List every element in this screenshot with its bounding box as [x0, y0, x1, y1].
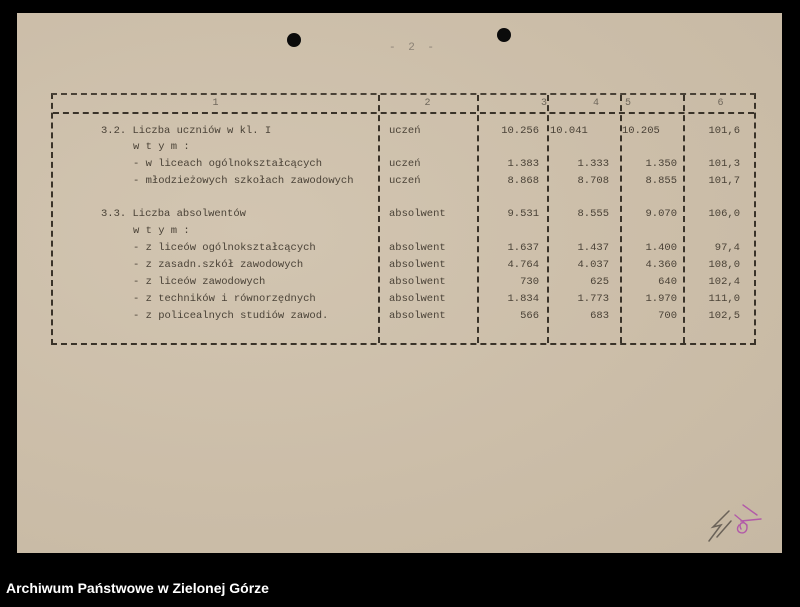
value-col6: 101,6 [708, 125, 740, 137]
row-label: - z zasadn.szkół zawodowych [133, 259, 304, 271]
value-col6: 97,4 [714, 242, 740, 254]
column-header-1: 1 [212, 98, 219, 109]
value-col3: 4.764 [507, 259, 539, 271]
statistics-table [51, 93, 756, 345]
value-col5: 10.205 [622, 125, 660, 137]
value-col4: 1.437 [577, 242, 609, 254]
value-col5: 640 [658, 276, 677, 288]
value-col4: 4.037 [577, 259, 609, 271]
value-col5: 1.350 [645, 158, 677, 170]
value-col3: 730 [520, 276, 539, 288]
value-col4: 8.708 [577, 175, 609, 187]
row-label: w t y m : [133, 141, 190, 153]
value-col6: 108,0 [708, 259, 740, 271]
value-col3: 9.531 [507, 208, 539, 220]
value-col5: 1.400 [645, 242, 677, 254]
row-unit: uczeń [389, 175, 421, 187]
value-col3: 566 [520, 310, 539, 322]
value-col4: 683 [590, 310, 609, 322]
value-col6: 102,5 [708, 310, 740, 322]
value-col6: 111,0 [708, 293, 740, 305]
value-col3: 10.256 [501, 125, 539, 137]
value-col5: 9.070 [645, 208, 677, 220]
value-col5: 4.360 [645, 259, 677, 271]
row-unit: absolwent [389, 259, 446, 271]
value-col3: 1.834 [507, 293, 539, 305]
value-col6: 101,7 [708, 175, 740, 187]
value-col4: 1.773 [577, 293, 609, 305]
value-col6: 106,0 [708, 208, 740, 220]
row-unit: absolwent [389, 276, 446, 288]
row-label: w t y m : [133, 225, 190, 237]
row-label: - młodzieżowych szkołach zawodowych [133, 175, 354, 187]
archive-caption: Archiwum Państwowe w Zielonej Górze [6, 580, 269, 596]
row-unit: absolwent [389, 208, 446, 220]
value-col4: 8.555 [577, 208, 609, 220]
row-label: - z policealnych studiów zawod. [133, 310, 329, 322]
row-label: 3.3. Liczba absolwentów [101, 208, 246, 220]
column-header-5: 5 [625, 98, 632, 109]
value-col4: 1.333 [577, 158, 609, 170]
value-col6: 101,3 [708, 158, 740, 170]
value-col4: 625 [590, 276, 609, 288]
row-label: - z liceów zawodowych [133, 276, 266, 288]
value-col4: 10.041 [550, 125, 588, 137]
row-unit: absolwent [389, 242, 446, 254]
punch-hole-right [497, 28, 511, 42]
row-label: - z techników i równorzędnych [133, 293, 316, 305]
value-col6: 102,4 [708, 276, 740, 288]
row-label: 3.2. Liczba uczniów w kl. I [101, 125, 272, 137]
value-col3: 8.868 [507, 175, 539, 187]
value-col5: 8.855 [645, 175, 677, 187]
value-col3: 1.637 [507, 242, 539, 254]
column-header-3: 3 [540, 98, 547, 109]
row-label: - z liceów ogólnokształcących [133, 242, 316, 254]
value-col5: 1.970 [645, 293, 677, 305]
row-unit: absolwent [389, 310, 446, 322]
value-col5: 700 [658, 310, 677, 322]
row-unit: uczeń [389, 158, 421, 170]
document-page [17, 13, 782, 553]
row-unit: uczeń [389, 125, 421, 137]
column-header-2: 2 [424, 98, 431, 109]
header-divider [53, 112, 754, 114]
row-unit: absolwent [389, 293, 446, 305]
page-number: - 2 - [389, 42, 438, 54]
value-col3: 1.383 [507, 158, 539, 170]
row-label: - w liceach ogólnokształcących [133, 158, 323, 170]
column-divider [378, 95, 380, 343]
column-header-6: 6 [717, 98, 724, 109]
punch-hole-left [287, 33, 301, 47]
handwritten-signature-icon [707, 503, 777, 543]
column-header-4: 4 [593, 98, 600, 109]
